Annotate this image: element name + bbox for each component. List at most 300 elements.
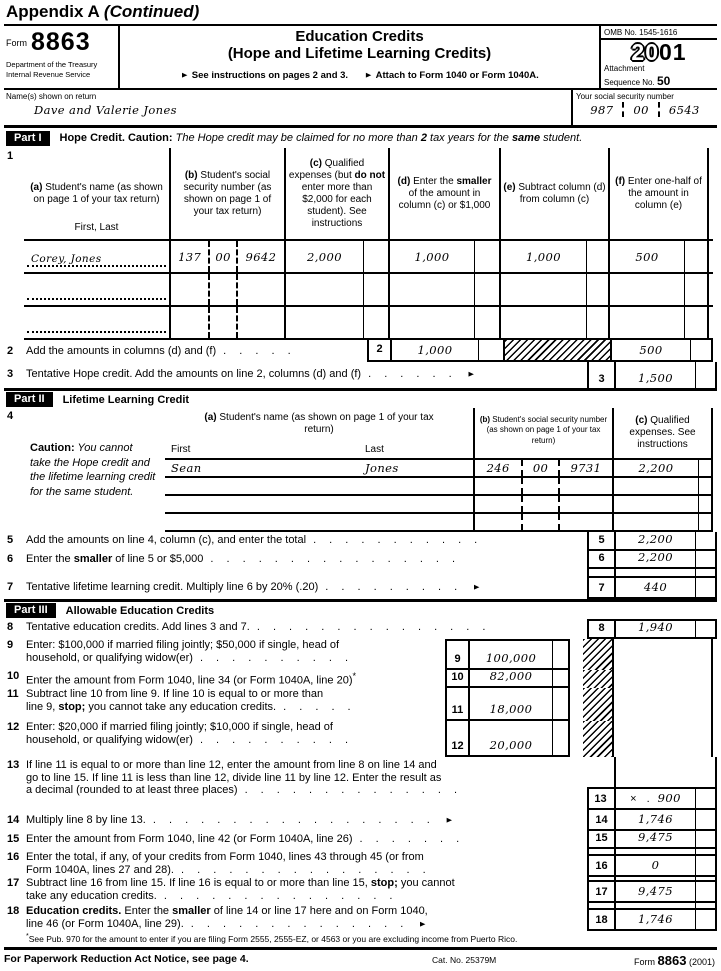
col-a-tag: (a) <box>30 181 43 193</box>
part-iii-title: Allowable Education Credits <box>65 604 215 617</box>
footnote <box>26 932 717 944</box>
line-3-row <box>4 362 717 388</box>
line-5-row <box>4 532 717 551</box>
line-10-row <box>4 670 717 688</box>
ll-student-row <box>165 514 713 532</box>
line-12-l2: household, or qualifying widow(er) <box>26 733 193 746</box>
student-row <box>24 241 713 274</box>
ssn-value <box>576 102 714 117</box>
line-8-label: Tentative education credits. Add lines 3 and 7. <box>26 621 250 633</box>
col-e-value <box>501 307 586 338</box>
footer-form-number: 8863 <box>657 952 687 968</box>
line-14-box: 14 <box>587 810 616 829</box>
line-15-row <box>4 831 717 849</box>
part-iii-badge: Part III <box>6 603 56 618</box>
line-10-inner-rail <box>445 670 570 688</box>
cents-cell <box>552 688 570 719</box>
ssn-1 <box>475 478 521 494</box>
col-f-tag: (f) <box>615 175 626 187</box>
student-ssn-cell <box>169 241 284 272</box>
dot-leader: . . . . . . <box>368 368 457 380</box>
ssn-label: Your social security number <box>576 92 674 101</box>
form-title-block <box>120 26 599 88</box>
dot-leader: . . . . . . . <box>359 833 465 845</box>
dot-leader: . . . . . . . . . . . . . . <box>244 784 463 796</box>
arrow-icon: ► <box>180 70 190 79</box>
col-c-value <box>286 274 363 305</box>
line-8-value: 1,940 <box>638 620 673 634</box>
col-d-bold: smaller <box>456 175 492 187</box>
line-17-number: 17 <box>7 877 20 889</box>
line-7-box: 7 <box>587 569 616 597</box>
col-f-value <box>610 274 684 305</box>
dot-leader: . . . . . . . . . . . . . . . . <box>210 553 461 565</box>
line-15-label: Enter the amount from Form 1040, line 42 (or Form 1040A, line 26) <box>26 833 353 845</box>
smaller-amount-cell <box>388 241 499 272</box>
line-9-number: 9 <box>7 639 14 651</box>
bottom-rule <box>4 947 717 950</box>
line-13-l3: a decimal (rounded to at least three places) <box>26 784 238 796</box>
attachment-sequence <box>601 64 717 90</box>
arrow-icon: ► <box>364 70 373 79</box>
smaller-amount-cell <box>388 307 499 338</box>
line-18-m1: Enter the <box>121 905 173 917</box>
line-10-value: 82,000 <box>489 669 533 683</box>
cents-cell <box>586 307 608 338</box>
form-subtitle: (Hope and Lifetime Learning Credits) <box>227 45 492 63</box>
cents-cell <box>586 274 608 305</box>
ssn-1 <box>171 274 208 305</box>
ll-ssn-cell <box>473 514 612 530</box>
cents-cell <box>690 340 713 362</box>
line-15-number: 15 <box>7 833 20 845</box>
col-f-value: 500 <box>635 249 659 264</box>
ssn-1: 137 <box>178 249 202 264</box>
col-d-value <box>390 274 474 305</box>
ll-col-c-tag: (c) <box>635 415 648 426</box>
footnote-marker: * <box>352 671 357 681</box>
lifetime-learning-table <box>165 408 713 532</box>
ll-expenses-value: 2,200 <box>638 461 674 475</box>
part-i-heading-bold: Hope Credit. Caution: <box>59 132 173 144</box>
dot-leader: . . . . . . . . . . . . . . <box>190 917 409 930</box>
line-16-row <box>4 849 717 877</box>
ssn-divider <box>622 102 624 117</box>
line-6-value: 2,200 <box>638 550 673 564</box>
subtract-cell <box>499 274 608 305</box>
part-i-heading <box>60 132 583 144</box>
ssn-field <box>571 90 717 125</box>
line-3-number: 3 <box>7 368 14 380</box>
form-title: Education Credits <box>295 28 424 45</box>
footnote-text: See Pub. 970 for the amount to enter if you are filing Form 2555, 2555-EZ, or 4563 or you are excluding income from Puerto Rico. <box>28 933 518 944</box>
col-e-value: 1,000 <box>526 249 561 264</box>
dot-leader: . . . . . . . . . . . . . . . . <box>180 863 431 876</box>
student-row <box>24 307 713 340</box>
ssn-3 <box>558 496 612 512</box>
ssn-2 <box>208 274 236 305</box>
line-12-number: 12 <box>7 721 20 733</box>
cents-cell <box>478 340 503 362</box>
sequence-number: 50 <box>656 74 671 88</box>
hope-table-header <box>24 148 713 241</box>
last-name-value: Jones <box>365 461 399 475</box>
tax-year <box>601 40 717 64</box>
line-9-box: 9 <box>445 641 470 668</box>
line-2-box: 2 <box>367 340 392 362</box>
agency-lines <box>6 60 116 80</box>
ll-ssn-cell <box>473 478 612 494</box>
dept-line-2: Internal Revenue Service <box>6 69 91 79</box>
col-f-text: Enter one-half of the amount in column (e) <box>625 175 702 211</box>
arrow-icon: ► <box>418 919 428 929</box>
line-6-rail <box>587 551 717 569</box>
line-10-label: Enter the amount from Form 1040, line 34 (or Form 1040A, line 20) <box>26 674 353 687</box>
line-9-l1: Enter: $100,000 if married filing jointly; $50,000 if single, head of <box>26 639 340 651</box>
line-4-caution-area <box>4 408 165 532</box>
form-id-footer <box>634 953 715 968</box>
name-field <box>4 90 571 125</box>
line-13-number: 13 <box>7 759 20 771</box>
line-14-label: Multiply line 8 by line 13. <box>26 814 146 826</box>
cents-cell <box>695 831 717 847</box>
line-17-l1b: you cannot <box>397 877 455 889</box>
student-ssn-cell <box>169 274 284 305</box>
part-i-bar <box>4 128 717 148</box>
line-18-bold1: Education credits. <box>26 905 122 917</box>
hatched-no-entry-strip <box>583 639 612 670</box>
col-a-text: Student's name (as shown on page 1 of your tax return) <box>33 181 163 205</box>
line-2-col-f-value <box>612 340 690 362</box>
form-number-block <box>4 26 120 88</box>
cents-cell <box>684 274 707 305</box>
line-17-box: 17 <box>587 877 616 901</box>
line-5-box: 5 <box>587 532 616 549</box>
line-12-inner-rail <box>445 721 570 757</box>
col-b-tag: (b) <box>184 169 198 181</box>
cents-cell <box>695 551 717 567</box>
ll-student-row <box>165 496 713 514</box>
line-15-box: 15 <box>587 831 616 847</box>
line-16-value: 0 <box>651 858 660 872</box>
hatched-no-entry-strip <box>583 688 612 721</box>
arrow-icon: ► <box>444 815 454 825</box>
part-i-heading-i1: The Hope credit may be claimed for no more than <box>175 132 421 144</box>
ll-col-b-header <box>473 408 612 458</box>
line-16-l2: Form 1040A, lines 27 and 28). <box>26 863 174 876</box>
col-e-text: Subtract column (d) from column (c) <box>515 181 606 205</box>
ll-expenses-value <box>614 514 698 530</box>
line-5-number: 5 <box>7 534 14 546</box>
part-ii-bar <box>4 388 717 408</box>
line-3-label: Tentative Hope credit. Add the amounts on line 2, columns (d) and (f) <box>26 368 362 380</box>
cents-cell <box>698 514 711 530</box>
catalog-number: Cat. No. 25379M <box>432 954 497 965</box>
ll-col-a-tag: (a) <box>204 412 217 423</box>
cents-cell <box>684 241 707 272</box>
cents-cell <box>474 241 499 272</box>
cents-cell <box>695 569 717 597</box>
line-18-row <box>4 903 717 931</box>
ssn-3 <box>558 478 612 494</box>
hatched-no-entry-cell <box>503 340 612 362</box>
col-c-value: 2,000 <box>307 249 342 264</box>
cents-cell <box>363 307 388 338</box>
footer-form-year: (2001) <box>686 956 715 967</box>
smaller-amount-cell <box>388 274 499 305</box>
omb-number: OMB No. 1545-1616 <box>601 26 717 40</box>
col-d-value: 1,000 <box>414 249 450 264</box>
year-solid: 01 <box>659 39 687 65</box>
dot-leader: . . . . . . . . . . . . . . . . . . <box>152 814 435 826</box>
ll-student-row <box>165 460 713 478</box>
line-17-rail <box>587 877 717 903</box>
name-label: Name(s) shown on return <box>6 92 97 101</box>
line-18-m2: of line 14 or line 17 here and on Form 1040, <box>210 905 428 917</box>
line-13-value: 900 <box>657 791 681 805</box>
dot-leader: . . . . . . . . . . . . . . . <box>163 889 398 902</box>
dot-leader: . . . . . . . . . . <box>199 733 354 746</box>
col-e-header <box>499 148 608 239</box>
line-18-l2: line 46 (or Form 1040A, line 29). <box>26 917 184 930</box>
ssn-2: 00 <box>521 460 557 476</box>
cents-cell <box>698 478 711 494</box>
line-11-box: 11 <box>445 688 470 719</box>
hope-credit-table <box>7 148 713 340</box>
part-i-heading-b3: same <box>511 132 541 144</box>
right-gap <box>612 639 713 670</box>
line-3-box: 3 <box>587 362 616 388</box>
footnote-marker: * <box>26 932 29 940</box>
col-a-header <box>24 148 169 239</box>
line-11-row <box>4 688 717 721</box>
ssn-3: 9642 <box>236 241 284 272</box>
line-15-value: 9,475 <box>638 830 673 844</box>
col-c-post: enter more than $2,000 for each student). See instructions <box>301 181 373 229</box>
col-d-value <box>390 307 474 338</box>
subtract-cell <box>499 241 608 272</box>
student-name-value: Corey, Jones <box>31 253 102 265</box>
cents-cell <box>363 274 388 305</box>
line-5-rail <box>587 532 717 551</box>
line-6-post: of line 5 or $5,000 <box>112 553 204 565</box>
col-d-pre: Enter the <box>410 175 457 187</box>
page-footer <box>4 953 717 971</box>
line-7-label: Tentative lifetime learning credit. Multiply line 6 by 20% (.20) <box>26 581 319 593</box>
ll-expenses-cell <box>612 478 713 494</box>
hatched-no-entry-strip <box>583 721 612 757</box>
line-12-box: 12 <box>445 721 470 755</box>
line-7-value: 440 <box>643 580 668 594</box>
arrow-icon: ► <box>472 582 482 592</box>
cents-cell <box>695 757 717 808</box>
caution-text: You cannot take the Hope credit and the lifetime learning credit for the same student. <box>30 442 156 498</box>
line-2-label: Add the amounts in columns (d) and (f) <box>26 345 217 357</box>
col-e-tag: (e) <box>503 181 516 193</box>
ssn-part-2: 00 <box>633 102 649 117</box>
line-13-l1: If line 11 is equal to or more than line 12, enter the amount from line 8 on line 14 and <box>26 759 437 771</box>
student-row <box>24 274 713 307</box>
ssn-3 <box>236 307 284 338</box>
dot-leader: . . . . . . . . . . . . . . . <box>256 621 491 633</box>
part-iii-bar <box>4 599 717 619</box>
line-13-l2: go to line 15. If line 11 is less than line 12, divide line 11 by line 12. Enter the result as <box>26 771 442 784</box>
ll-col-b-tag: (b) <box>479 415 491 424</box>
col-e-value <box>501 274 586 305</box>
student-name-line <box>27 298 166 300</box>
ssn-3: 9731 <box>558 460 612 476</box>
line-18-number: 18 <box>7 905 20 917</box>
student-name-line <box>27 331 166 333</box>
line-11-number: 11 <box>7 688 19 700</box>
lifetime-learning-section <box>4 408 717 532</box>
one-half-cell <box>608 274 709 305</box>
ssn-part-1: 987 <box>590 102 614 117</box>
one-half-cell <box>608 307 709 338</box>
line-17-l1a: Subtract line 16 from line 15. If line 16 is equal to or more than line 15, <box>26 877 371 889</box>
col-d-header <box>388 148 499 239</box>
part-i-heading-i2: tax years for the <box>426 132 512 144</box>
line-7-number: 7 <box>7 581 14 593</box>
line-18-value: 1,746 <box>638 912 673 926</box>
col-d-tag: (d) <box>397 175 411 187</box>
first-label: First <box>171 444 191 455</box>
col-b-header <box>169 148 284 239</box>
sequence-label: Sequence No. <box>604 78 655 87</box>
line-17-value: 9,475 <box>638 884 673 898</box>
cents-cell <box>695 532 717 549</box>
ll-col-a-header <box>165 408 473 458</box>
instruction-1-text: See instructions on pages 2 and 3. <box>191 69 349 81</box>
dept-line-1: Department of the Treasury <box>6 60 98 69</box>
ll-ssn-cell <box>473 460 612 476</box>
col-c-tag: (c) <box>309 157 322 169</box>
line-16-rail <box>587 849 717 877</box>
col-c-bold: do not <box>354 169 386 181</box>
cents-cell <box>474 274 499 305</box>
line-13-box: 13 <box>587 757 616 808</box>
col-f-header <box>608 148 709 239</box>
qualified-expenses-cell <box>284 241 388 272</box>
line-7-row <box>4 569 717 599</box>
line-14-value: 1,746 <box>638 812 673 826</box>
line-12-row <box>4 721 717 757</box>
line-2-number: 2 <box>7 345 14 357</box>
ll-student-row <box>165 478 713 496</box>
student-name-line <box>27 253 166 267</box>
line-16-number: 16 <box>7 851 20 863</box>
line-11-l2b: you cannot take any education credits. <box>85 700 277 713</box>
line-9-l2: household, or qualifying widow(er) <box>26 651 193 664</box>
ssn-2 <box>521 514 557 530</box>
dot-leader: . . . . . <box>223 345 296 357</box>
line-6-bold: smaller <box>73 553 113 565</box>
qualified-expenses-cell <box>284 307 388 338</box>
ll-col-c-text: Qualified expenses. See instructions <box>629 415 696 450</box>
ssn-part-3: 6543 <box>668 102 700 117</box>
cents-cell <box>695 621 717 637</box>
qualified-expenses-cell <box>284 274 388 305</box>
line-13-row <box>4 757 717 810</box>
dot-leader: . . . . . . . . . <box>325 581 463 593</box>
line-2-row <box>4 340 717 362</box>
cents-cell <box>552 670 570 686</box>
line-17-row <box>4 877 717 903</box>
year-outline: 20 <box>631 39 659 65</box>
ssn-1: 246 <box>486 461 510 475</box>
cents-cell <box>698 496 711 512</box>
line-11-inner-rail <box>445 688 570 721</box>
multiply-sign: × <box>630 793 637 805</box>
appendix-title-text: Appendix A <box>6 2 104 21</box>
line-9-row <box>4 639 717 670</box>
line-2-col-d-value <box>392 340 478 362</box>
ssn-1 <box>171 307 208 338</box>
cents-cell <box>695 810 717 829</box>
line-13-rail <box>587 757 717 810</box>
part-i-heading-i3: student. <box>540 132 583 144</box>
line-17-l2: take any education credits. <box>26 889 157 902</box>
line-6-pre: Enter the <box>26 553 74 565</box>
omb-year-block <box>599 26 717 88</box>
line-18-bold2: smaller <box>172 905 211 917</box>
part-ii-title: Lifetime Learning Credit <box>62 393 190 406</box>
cents-cell <box>363 241 388 272</box>
one-half-cell <box>608 241 709 272</box>
line-8-number: 8 <box>7 621 14 633</box>
line-2-f: 500 <box>639 343 663 357</box>
line-6-box: 6 <box>587 551 616 567</box>
line-14-rail <box>587 810 717 831</box>
cents-cell <box>586 241 608 272</box>
right-gap <box>612 721 713 757</box>
arrow-icon: ► <box>466 369 476 379</box>
instruction-2 <box>364 70 539 81</box>
line-16-box: 16 <box>587 849 616 875</box>
cents-cell <box>474 307 499 338</box>
ll-expenses-cell <box>612 496 713 512</box>
line-14-row <box>4 810 717 831</box>
cents-cell <box>695 903 717 929</box>
line-16-l1: Enter the total, if any, of your credits from Form 1040, lines 43 through 45 (or from <box>26 851 424 863</box>
cents-cell <box>695 362 717 388</box>
cents-cell <box>695 849 717 875</box>
first-name-value: Sean <box>171 461 202 475</box>
ssn-2: 00 <box>208 241 236 272</box>
ssn-2 <box>208 307 236 338</box>
dot-leader: . . . . . . . . . . <box>199 651 354 664</box>
attachment-label: Attachment <box>604 64 645 73</box>
ll-expenses-value <box>614 478 698 494</box>
ssn-1 <box>475 514 521 530</box>
ll-col-c-header <box>612 408 713 458</box>
line-3-value: 1,500 <box>638 371 673 385</box>
line-7-rail <box>587 569 717 599</box>
paperwork-notice: For Paperwork Reduction Act Notice, see page 4. <box>4 952 249 965</box>
line-1-number: 1 <box>7 150 14 162</box>
caution-note <box>30 441 156 499</box>
cents-cell <box>684 307 707 338</box>
line-9-value: 100,000 <box>485 651 537 665</box>
ssn-2 <box>521 496 557 512</box>
appendix-title <box>4 2 717 24</box>
right-gap <box>612 688 713 721</box>
footer-form-label: Form <box>634 956 658 967</box>
decimal-point: . <box>646 793 650 805</box>
line-12-l1: Enter: $20,000 if married filing jointly; $10,000 if single, head of <box>26 721 333 733</box>
part-ii-badge: Part II <box>6 392 53 407</box>
hatched-no-entry-strip <box>583 670 612 688</box>
